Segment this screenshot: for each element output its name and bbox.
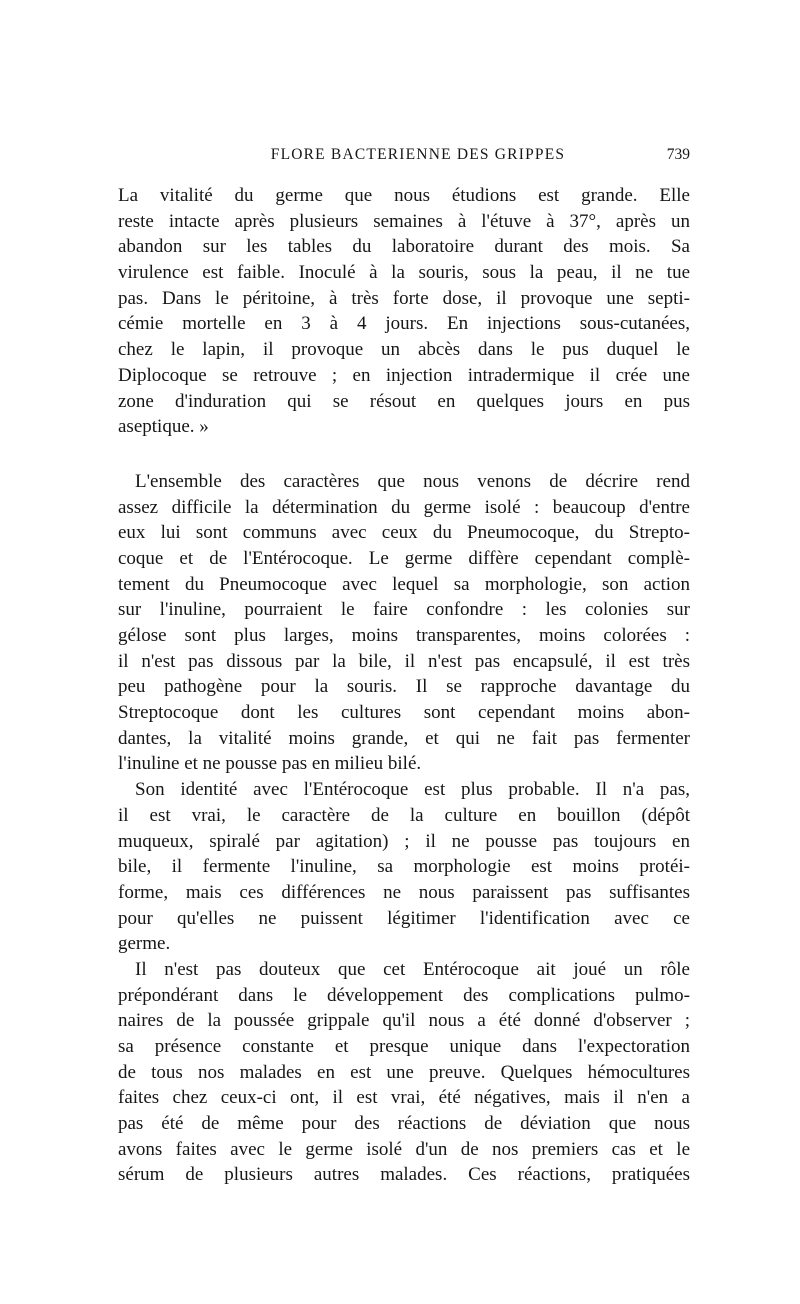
running-title: FLORE BACTERIENNE DES GRIPPES — [270, 146, 566, 163]
text-line: assez difficile la détermination du germe isolé : beaucoup d'entre — [118, 496, 690, 518]
text-line: il est vrai, le caractère de la culture en bouillon (dépôt — [118, 804, 690, 826]
body-text — [118, 183, 690, 1188]
text-line: bile, il fermente l'inuline, sa morphologie est moins protéi- — [118, 856, 690, 878]
text-line: L'ensemble des caractères que nous venons de décrire rend — [135, 470, 690, 492]
text-line: virulence est faible. Inoculé à la souris, sous la peau, il ne tue — [118, 262, 690, 284]
text-line: gélose sont plus larges, moins transparentes, moins colorées : — [118, 625, 690, 646]
text-line: Diplocoque se retrouve ; en injection intradermique il crée une — [118, 364, 690, 386]
text-line: il n'est pas dissous par la bile, il n'est pas encapsulé, il est très — [118, 650, 690, 672]
text-line: naires de la poussée grippale qu'il nous a été donné d'observer ; — [118, 1010, 690, 1032]
text-line: pas. Dans le péritoine, à très forte dose, il provoque une septi- — [118, 287, 690, 309]
text-line: forme, mais ces différences ne nous paraissent pas suffisantes — [118, 881, 690, 903]
text-line: prépondérant dans le développement des complications pulmo- — [118, 984, 690, 1006]
running-header — [118, 143, 690, 167]
text-line: germe. — [118, 933, 171, 955]
text-line: sur l'inuline, pourraient le faire confondre : les colonies sur — [118, 599, 690, 621]
text-line: aseptique. » — [118, 416, 209, 438]
text-line: peu pathogène pour la souris. Il se rapproche davantage du — [118, 676, 690, 698]
text-line: pour qu'elles ne puissent légitimer l'identification avec ce — [118, 907, 690, 929]
text-line: avons faites avec le germe isolé d'un de nos premiers cas et le — [118, 1138, 690, 1160]
text-line: dantes, la vitalité moins grande, et qui ne fait pas fermenter — [118, 727, 690, 749]
text-line: tement du Pneumocoque avec lequel sa morphologie, son action — [118, 573, 690, 595]
paragraph-spacer — [118, 440, 690, 469]
paragraph-1 — [118, 183, 690, 440]
text-line: Streptocoque dont les cultures sont cependant moins abon- — [118, 702, 690, 724]
text-line: eux lui sont communs avec ceux du Pneumocoque, du Strepto- — [118, 522, 690, 544]
text-line: La vitalité du germe que nous étudions est grande. Elle — [118, 185, 690, 206]
paragraph-3 — [118, 777, 690, 957]
text-line: muqueux, spiralé par agitation) ; il ne pousse pas toujours en — [118, 830, 690, 852]
text-line: faites chez ceux-ci ont, il est vrai, été négatives, mais il n'en a — [118, 1087, 690, 1109]
paragraph-4 — [118, 957, 690, 1188]
text-line: l'inuline et ne pousse pas en milieu bilé. — [118, 753, 422, 775]
text-line: pas été de même pour des réactions de déviation que nous — [118, 1113, 690, 1135]
text-line: sérum de plusieurs autres malades. Ces réactions, pratiquées — [118, 1164, 690, 1186]
paragraph-2 — [118, 469, 690, 777]
text-line: abandon sur les tables du laboratoire durant des mois. Sa — [118, 236, 690, 258]
page-number: 739 — [666, 146, 690, 163]
text-line: chez le lapin, il provoque un abcès dans le pus duquel le — [118, 339, 690, 361]
text-line: de tous nos malades en est une preuve. Quelques hémocultures — [118, 1061, 690, 1083]
text-line: Son identité avec l'Entérocoque est plus probable. Il n'a pas, — [135, 779, 690, 801]
text-line: zone d'induration qui se résout en quelques jours en pus — [118, 390, 690, 412]
text-line: reste intacte après plusieurs semaines à l'étuve à 37°, après un — [118, 210, 690, 232]
text-line: Il n'est pas douteux que cet Entérocoque ait joué un rôle — [135, 958, 690, 980]
text-line: sa présence constante et presque unique dans l'expectoration — [118, 1036, 690, 1057]
text-line: coque et de l'Entérocoque. Le germe diffère cependant complè- — [118, 547, 690, 569]
text-line: cémie mortelle en 3 à 4 jours. En injections sous-cutanées, — [118, 313, 690, 335]
